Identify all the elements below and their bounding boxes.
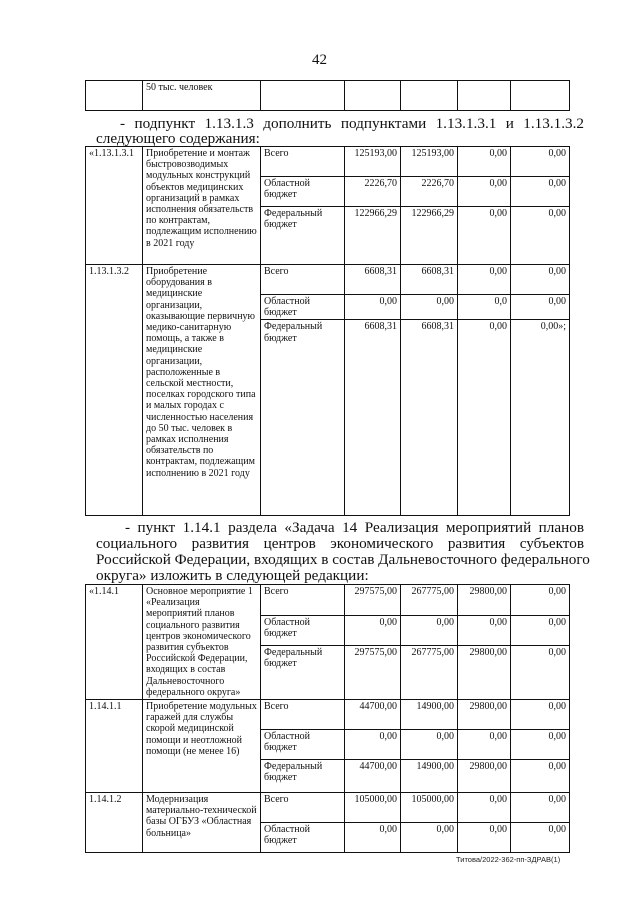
row-activity-name: Модернизация материально-технической базы ОГБУЗ «Областная больница»: [143, 793, 261, 853]
amount-v4: 0,00: [511, 730, 570, 760]
amount-v2: 0,00: [401, 730, 458, 760]
amount-v3: 0,00: [458, 730, 511, 760]
amount-v2: 14900,00: [401, 760, 458, 793]
row-code: 1.14.1.1: [86, 700, 143, 793]
amount-v4: 0,00: [511, 615, 570, 646]
funding-source: Федеральный бюджет: [261, 207, 345, 265]
amount-v4: 0,00: [511, 295, 570, 320]
amount-v3: 0,00: [458, 265, 511, 295]
funding-source: Федеральный бюджет: [261, 646, 345, 700]
amount-v1: 297575,00: [345, 585, 401, 616]
top-table-fragment: [85, 80, 570, 111]
row-code: «1.14.1: [86, 585, 143, 700]
amount-v1: 0,00: [345, 730, 401, 760]
funding-source: Всего: [261, 585, 345, 616]
row-code: 1.14.1.2: [86, 793, 143, 853]
amount-v1: 297575,00: [345, 646, 401, 700]
row-activity-name: Приобретение модульных гаражей для службы скорой медицинской помощи и неотложной помощи (не менее 16): [143, 700, 261, 793]
amount-v2: 6608,31: [401, 320, 458, 516]
amount-v2: 0,00: [401, 823, 458, 853]
top-cell-code: [86, 81, 143, 111]
amount-v2: 267775,00: [401, 646, 458, 700]
amount-v2: 125193,00: [401, 147, 458, 177]
amount-v3: 0,00: [458, 793, 511, 823]
row-activity-name: Основное мероприятие 1 «Реализация мероприятий планов социального развития центров экономического развития субъектов Российской Федерации, входящих в состав Дальневосточного федерального округа»: [143, 585, 261, 700]
row-code: «1.13.1.3.1: [86, 147, 143, 265]
amount-v2: 105000,00: [401, 793, 458, 823]
amount-v1: 122966,29: [345, 207, 401, 265]
table-row: [86, 265, 570, 295]
amount-v4: 0,00: [511, 207, 570, 265]
intro-paragraph-1-line-2: следующего содержания:: [96, 130, 260, 147]
funding-source: Областной бюджет: [261, 295, 345, 320]
table-row: [86, 793, 570, 823]
amount-v1: 6608,31: [345, 265, 401, 295]
amount-v2: 267775,00: [401, 585, 458, 616]
amount-v3: 0,00: [458, 823, 511, 853]
amount-v2: 0,00: [401, 295, 458, 320]
amount-v1: 2226,70: [345, 177, 401, 207]
table-row: [86, 585, 570, 616]
amount-v2: 14900,00: [401, 700, 458, 730]
amount-v4: 0,00: [511, 646, 570, 700]
intro-paragraph-1-line-1: - подпункт 1.13.1.3 дополнить подпунктами 1.13.1.3.1 и 1.13.1.3.2: [120, 115, 584, 132]
funding-source: Всего: [261, 793, 345, 823]
row-code: 1.13.1.3.2: [86, 265, 143, 516]
amount-v2: 2226,70: [401, 177, 458, 207]
amount-v4: 0,00: [511, 793, 570, 823]
table-subprogram-1-13: [85, 146, 570, 516]
amount-v4: 0,00: [511, 585, 570, 616]
amount-v4: 0,00: [511, 760, 570, 793]
intro-paragraph-2-line-4: округа» изложить в следующей редакции:: [96, 567, 369, 584]
amount-v2: 6608,31: [401, 265, 458, 295]
amount-v3: 0,00: [458, 320, 511, 516]
amount-v3: 29800,00: [458, 760, 511, 793]
amount-v1: 0,00: [345, 823, 401, 853]
page-number: 42: [312, 52, 327, 68]
funding-source: Всего: [261, 147, 345, 177]
table1-body: [86, 147, 570, 516]
amount-v1: 6608,31: [345, 320, 401, 516]
amount-v1: 44700,00: [345, 700, 401, 730]
document-footer: Титова/2022-362-пп-ЗДРАВ(1): [456, 855, 561, 864]
funding-source: Федеральный бюджет: [261, 320, 345, 516]
top-cell-text: 50 тыс. человек: [143, 81, 261, 111]
funding-source: Федеральный бюджет: [261, 760, 345, 793]
table-row: [86, 700, 570, 730]
amount-v3: 0,00: [458, 615, 511, 646]
table-row: [86, 147, 570, 177]
intro-paragraph-2-line-2: социального развития центров экономического развития субъектов: [96, 535, 584, 552]
amount-v3: 29800,00: [458, 646, 511, 700]
amount-v2: 122966,29: [401, 207, 458, 265]
funding-source: Всего: [261, 265, 345, 295]
funding-source: Областной бюджет: [261, 615, 345, 646]
amount-v1: 125193,00: [345, 147, 401, 177]
amount-v4: 0,00: [511, 177, 570, 207]
amount-v3: 0,00: [458, 147, 511, 177]
amount-v1: 44700,00: [345, 760, 401, 793]
funding-source: Областной бюджет: [261, 823, 345, 853]
amount-v1: 0,00: [345, 615, 401, 646]
amount-v3: 0,00: [458, 207, 511, 265]
funding-source: Всего: [261, 700, 345, 730]
row-activity-name: Приобретение и монтаж быстровозводимых модульных конструкций объектов медицинских организаций в рамках исполнения обязательств по контрактам, подлежащим исполнению в 2021 году: [143, 147, 261, 265]
amount-v4: 0,00: [511, 700, 570, 730]
funding-source: Областной бюджет: [261, 177, 345, 207]
table-task-14: [85, 584, 570, 853]
intro-paragraph-2-line-1: - пункт 1.14.1 раздела «Задача 14 Реализация мероприятий планов: [125, 519, 584, 536]
amount-v4: 0,00: [511, 265, 570, 295]
amount-v4: 0,00»;: [511, 320, 570, 516]
row-activity-name: Приобретение оборудования в медицинские организации, оказывающие первичную медико-санитарную помощь, а также в медицинские организации, расположенные в сельской местности, поселках городского типа и малых городах с численностью населения до 50 тыс. человек в рамках исполнения обязательств по контрактам, подлежащим исполнению в 2021 году: [143, 265, 261, 516]
intro-paragraph-2-line-3: Российской Федерации, входящих в состав Дальневосточного федерального: [96, 551, 590, 568]
amount-v3: 0,00: [458, 177, 511, 207]
amount-v4: 0,00: [511, 147, 570, 177]
amount-v3: 29800,00: [458, 700, 511, 730]
amount-v1: 105000,00: [345, 793, 401, 823]
amount-v2: 0,00: [401, 615, 458, 646]
amount-v3: 29800,00: [458, 585, 511, 616]
amount-v1: 0,00: [345, 295, 401, 320]
amount-v3: 0,0: [458, 295, 511, 320]
table2-body: [86, 585, 570, 853]
amount-v4: 0,00: [511, 823, 570, 853]
funding-source: Областной бюджет: [261, 730, 345, 760]
